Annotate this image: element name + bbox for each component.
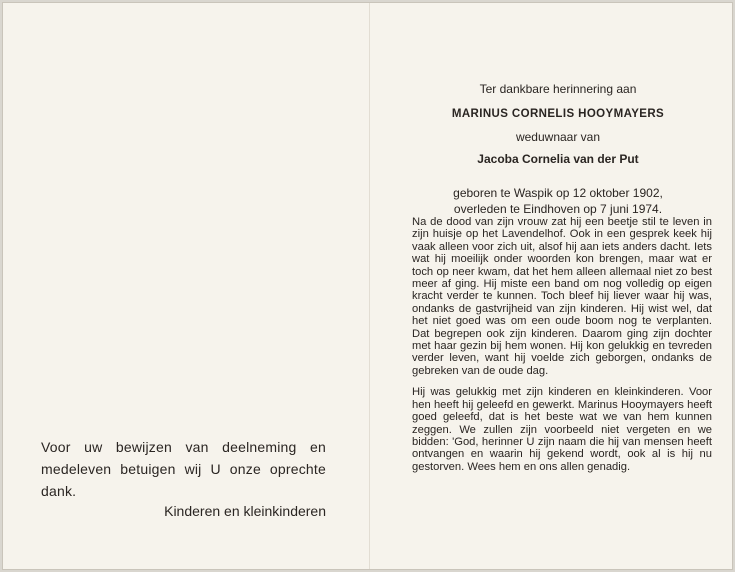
biography xyxy=(412,216,712,482)
thanks-text: Voor uw bewijzen van deelneming en medeleven betuigen wij U onze oprechte dank. xyxy=(41,439,326,499)
biography-paragraph-1: Na de dood van zijn vrouw zat hij een beetje stil te leven in zijn huisje op het Lavendelhof. Ook in een gesprek keek hij vaak alleen voor zich uit, alsof hij aan iets anders dacht. Iets wat hij moeilijk onder woorden kon brengen, maar wat er toch op neer kwam, dat het hem alleen allemaal niet zo best meer af ging. Hij miste een band om nog volledig op eigen kracht verder te kunnen. Toch bleef hij liever waar hij was, ondanks de gastvrijheid van zijn kinderen. Hij wist wel, dat het niet goed was om een oude boom nog te verplanten. Dat begrepen ook zijn kinderen. Daarom ging zijn dochter met haar gezin bij hem wonen. Hij kon gelukkig en tevreden verder leven, want hij voelde zich geborgen, ondanks de gebreken van de oude dag. xyxy=(412,216,712,377)
birth-line: geboren te Waspik op 12 oktober 1902, xyxy=(453,186,663,200)
death-line: overleden te Eindhoven op 7 juni 1974. xyxy=(453,202,663,216)
deceased-name: MARINUS CORNELIS HOOYMAYERS xyxy=(451,108,665,120)
spouse-name: Jacoba Cornelia van der Put xyxy=(477,152,639,166)
intro-line: Ter dankbare herinnering aan xyxy=(479,82,637,96)
memorial-header xyxy=(403,75,713,216)
card-fold xyxy=(369,3,370,569)
memorial-card xyxy=(2,2,733,570)
biography-paragraph-2: Hij was gelukkig met zijn kinderen en kleinkinderen. Voor hen heeft hij geleefd en gewerkt. Marinus Hooymayers heeft goed geleefd, dat is het beste wat we van hem kunnen zeggen. We zullen zijn voorbeeld niet vergeten en we bidden: 'God, herinner U zijn naam die hij van mensen heeft ontvangen en waarin hij gekend wordt, ook al is hij nu gestorven. Wees hem en ons allen genadig. xyxy=(412,386,712,473)
widower-line: weduwnaar van xyxy=(515,130,601,144)
signature-text: Kinderen en kleinkinderen xyxy=(164,503,326,519)
